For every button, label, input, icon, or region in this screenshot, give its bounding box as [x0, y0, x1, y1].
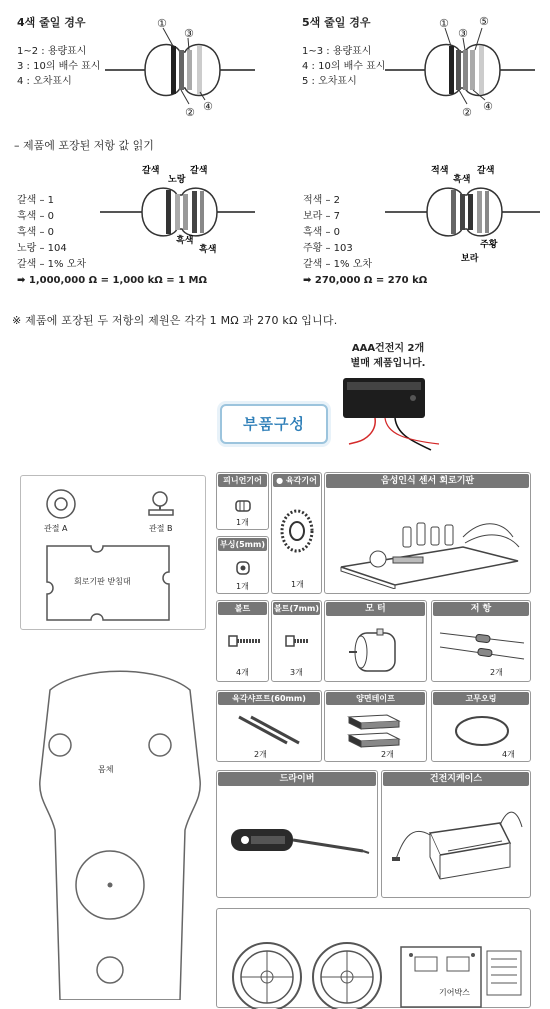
pinion-gear-count: 1개 — [236, 518, 249, 527]
legend-line: 1~3 : 용량표시 — [302, 46, 372, 57]
reading-line: 흑색 – 0 — [17, 227, 55, 238]
reading-heading: – 제품에 포장된 저항 값 읽기 — [14, 139, 154, 152]
spec-note: ※ 제품에 포장된 두 저항의 제원은 각각 1 MΩ 과 270 kΩ 입니다. — [12, 314, 338, 327]
bolt13-card — [216, 600, 269, 682]
marker: ① — [439, 17, 449, 30]
legend-line: 4 : 10의 배수 표시 — [302, 61, 386, 72]
reading-line: 흑색 – 0 — [303, 227, 341, 238]
band-label: 갈색 — [477, 166, 495, 176]
reading-line: 갈색 – 1% 오차 — [303, 259, 373, 270]
band-label: 흑색 — [199, 245, 217, 255]
marker: ② — [185, 106, 195, 119]
body-panel-image — [20, 660, 220, 1000]
reading-line: 갈색 – 1% 오차 — [17, 259, 87, 270]
hex-gear-icon — [278, 507, 316, 557]
marker: ④ — [203, 100, 213, 113]
voice-pcb-image — [333, 497, 523, 589]
band-label: 흑색 — [176, 236, 194, 246]
bolt7-label: 볼트(7mm) — [273, 604, 319, 613]
gearbox-card — [216, 908, 531, 1008]
hex-shaft-label: 육각샤프트(60mm) — [218, 692, 320, 705]
band-label: 갈색 — [142, 166, 160, 176]
body-label: 몸체 — [98, 765, 114, 774]
marker: ① — [157, 17, 167, 30]
hex-shaft-card — [216, 690, 322, 762]
right-resistor-diagram — [385, 160, 540, 270]
battery-case-card — [381, 770, 531, 898]
resistor-label: 저 항 — [433, 602, 529, 616]
band-label: 갈색 — [190, 166, 208, 176]
resistor-icon — [438, 625, 528, 665]
hex-shaft-icon — [235, 713, 307, 747]
bushing-icon — [234, 559, 252, 577]
battery-case-icon — [390, 793, 526, 893]
voice-pcb-card — [324, 472, 531, 594]
band-label: 적색 — [431, 166, 449, 176]
band-label: 흑색 — [453, 175, 471, 185]
reading-line: 적색 – 2 — [303, 195, 341, 206]
hex-gear-count: 1개 — [291, 580, 304, 589]
battery-case-label: 건전지케이스 — [383, 772, 529, 786]
legend-line: 3 : 10의 배수 표시 — [17, 61, 101, 72]
joint-b-image — [146, 490, 180, 522]
hex-gear-card — [271, 472, 322, 594]
bolt7-card — [271, 600, 322, 682]
joint-a-image — [43, 488, 83, 524]
hex-gear-label: ● 육각기어 — [273, 474, 320, 487]
bushing-label: 부싱(5mm) — [219, 540, 265, 549]
bolt7-icon — [284, 631, 312, 651]
reading-line: 보라 – 7 — [303, 211, 341, 222]
marker: ③ — [184, 27, 194, 40]
battery-note-line: 별매 제품입니다. — [350, 358, 426, 369]
tape-icon — [343, 711, 409, 751]
resistor-count: 2개 — [490, 668, 503, 677]
four-band-title: 4색 줄일 경우 — [17, 16, 86, 29]
gearbox-label: 기어박스 — [439, 988, 470, 997]
marker: ② — [462, 106, 472, 119]
motor-label: 모 터 — [326, 602, 425, 616]
driver-label: 드라이버 — [218, 772, 376, 786]
bushing-card — [216, 536, 269, 594]
voice-pcb-label: 음성인식 센서 회로기판 — [326, 474, 529, 488]
resistor-card — [431, 600, 531, 682]
joint-b-label: 관절 B — [149, 524, 173, 533]
gearbox-image — [225, 929, 525, 1009]
battery-note-line: AAA건전지 2개 — [351, 343, 425, 354]
pinion-gear-card — [216, 472, 269, 530]
reading-line: 갈색 – 1 — [17, 195, 55, 206]
tape-card — [324, 690, 427, 762]
marker: ③ — [458, 27, 468, 40]
marker: ⑤ — [479, 15, 489, 28]
reading-result: ➡ 1,000,000 Ω = 1,000 kΩ = 1 MΩ — [17, 275, 207, 286]
four-band-legend — [17, 44, 100, 89]
pinion-gear-label: 피니언기어 — [218, 474, 267, 487]
battery-holder-image — [335, 370, 445, 460]
five-band-title: 5색 줄일 경우 — [302, 16, 371, 29]
reading-result: ➡ 270,000 Ω = 270 kΩ — [303, 275, 428, 286]
pcb-stand-label: 회로기판 받침대 — [74, 577, 131, 586]
parts-list-badge: 부품구성 — [220, 404, 328, 444]
hex-shaft-count: 2개 — [254, 750, 267, 759]
oring-label: 고무오링 — [433, 692, 529, 705]
five-band-legend — [302, 44, 385, 89]
legend-line: 4 : 오차표시 — [17, 76, 72, 87]
driver-card — [216, 770, 378, 898]
legend-line: 1~2 : 용량표시 — [17, 46, 87, 57]
pinion-gear-icon — [234, 497, 252, 515]
band-label: 보라 — [461, 254, 479, 264]
marker: ④ — [483, 100, 493, 113]
motor-icon — [347, 623, 407, 679]
legend-line: 5 : 오차표시 — [302, 76, 357, 87]
oring-icon — [450, 711, 514, 751]
bolt7-count: 3개 — [290, 668, 303, 677]
band-label: 주황 — [480, 240, 498, 250]
bolt13-icon — [227, 631, 263, 651]
five-band-resistor-diagram — [385, 10, 535, 120]
reading-line: 흑색 – 0 — [17, 211, 55, 222]
motor-card — [324, 600, 427, 682]
bolt13-count: 4개 — [236, 668, 249, 677]
four-band-resistor-diagram — [105, 10, 255, 120]
battery-note — [338, 341, 438, 371]
bolt13-label: 볼트(13mm) — [218, 602, 267, 615]
oring-card — [431, 690, 531, 762]
oring-count: 4개 — [502, 750, 515, 759]
tape-label: 양면테이프 — [326, 692, 425, 705]
left-resistor-diagram — [100, 160, 255, 270]
reading-line: 주황 – 103 — [303, 243, 353, 254]
band-label: 노랑 — [168, 175, 186, 185]
reading-line: 노랑 – 104 — [17, 243, 67, 254]
joint-a-label: 관절 A — [44, 524, 68, 533]
joint-panel — [20, 475, 206, 630]
screwdriver-icon — [227, 819, 372, 869]
bushing-count: 1개 — [236, 582, 249, 591]
tape-count: 2개 — [381, 750, 394, 759]
